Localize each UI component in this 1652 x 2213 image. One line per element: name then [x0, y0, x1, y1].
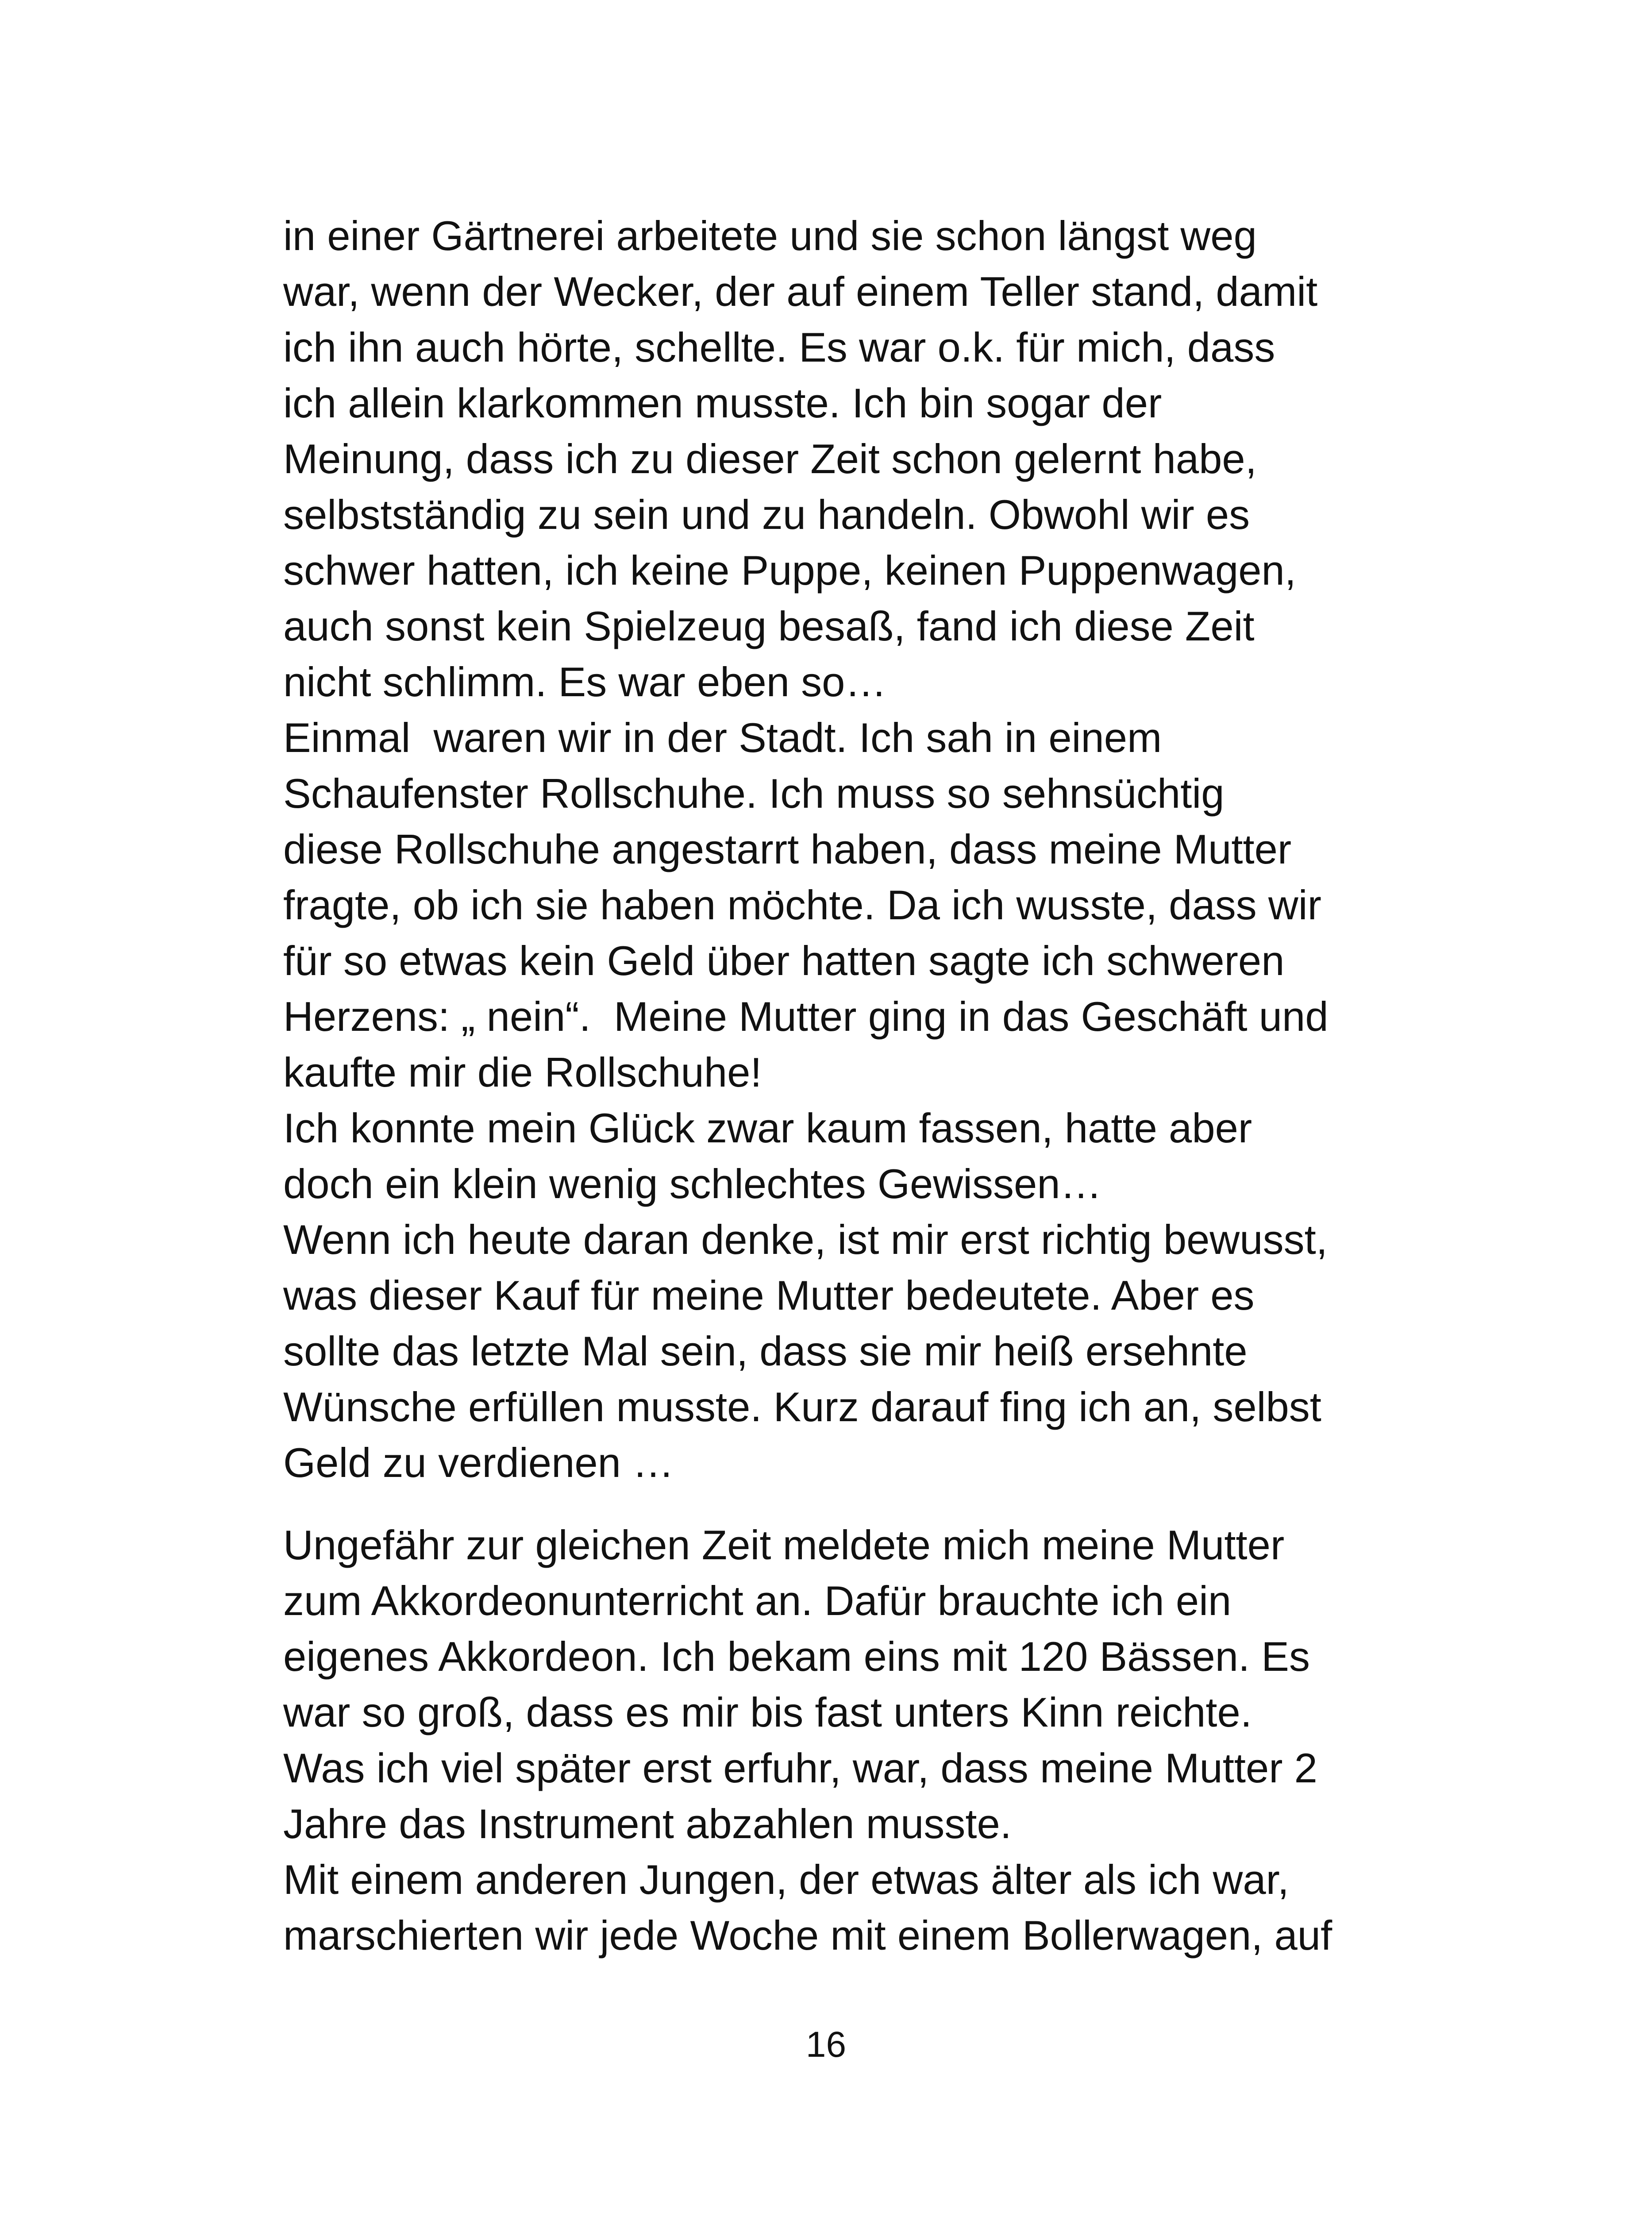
text-line: in einer Gärtnerei arbeitete und sie schon längst weg: [283, 212, 1257, 259]
text-line: Einmal waren wir in der Stadt. Ich sah in einem: [283, 714, 1162, 761]
text-line: ich ihn auch hörte, schellte. Es war o.k. für mich, dass: [283, 324, 1275, 370]
text-line: zum Akkordeonunterricht an. Dafür brauchte ich ein: [283, 1577, 1232, 1624]
paragraph-1: [283, 208, 1372, 1491]
text-line: Geld zu verdienen …: [283, 1439, 674, 1486]
text-line: diese Rollschuhe angestarrt haben, dass meine Mutter: [283, 826, 1292, 872]
text-line: Wünsche erfüllen musste. Kurz darauf fing ich an, selbst: [283, 1384, 1321, 1430]
text-line: schwer hatten, ich keine Puppe, keinen Puppenwagen,: [283, 547, 1296, 594]
text-line: doch ein klein wenig schlechtes Gewissen…: [283, 1160, 1102, 1207]
text-line: sollte das letzte Mal sein, dass sie mir heiß ersehnte: [283, 1328, 1248, 1374]
text-line: kaufte mir die Rollschuhe!: [283, 1049, 762, 1095]
text-line: Schaufenster Rollschuhe. Ich muss so sehnsüchtig: [283, 770, 1225, 817]
text-line: auch sonst kein Spielzeug besaß, fand ich diese Zeit: [283, 603, 1255, 649]
text-line: selbstständig zu sein und zu handeln. Obwohl wir es: [283, 491, 1250, 538]
text-line: Ich konnte mein Glück zwar kaum fassen, hatte aber: [283, 1105, 1252, 1151]
paragraph-2: [283, 1517, 1372, 1963]
text-line: Ungefähr zur gleichen Zeit meldete mich meine Mutter: [283, 1522, 1285, 1568]
text-line: war so groß, dass es mir bis fast unters Kinn reichte.: [283, 1689, 1252, 1735]
text-line: eigenes Akkordeon. Ich bekam eins mit 120 Bässen. Es: [283, 1633, 1310, 1680]
text-line: für so etwas kein Geld über hatten sagte ich schweren: [283, 937, 1285, 984]
text-line: Jahre das Instrument abzahlen musste.: [283, 1800, 1012, 1847]
text-line: marschierten wir jede Woche mit einem Bollerwagen, auf: [283, 1912, 1332, 1959]
text-line: was dieser Kauf für meine Mutter bedeutete. Aber es: [283, 1272, 1255, 1319]
text-line: Mit einem anderen Jungen, der etwas älter als ich war,: [283, 1856, 1289, 1903]
paragraph-gap: [283, 1491, 1372, 1517]
text-line: ich allein klarkommen musste. Ich bin sogar der: [283, 380, 1162, 426]
text-line: Meinung, dass ich zu dieser Zeit schon gelernt habe,: [283, 436, 1257, 482]
text-line: fragte, ob ich sie haben möchte. Da ich wusste, dass wir: [283, 882, 1321, 928]
text-line: Wenn ich heute daran denke, ist mir erst richtig bewusst,: [283, 1216, 1328, 1263]
text-line: nicht schlimm. Es war eben so…: [283, 659, 887, 705]
text-line: Herzens: „ nein“. Meine Mutter ging in das Geschäft und: [283, 993, 1329, 1040]
text-line: war, wenn der Wecker, der auf einem Teller stand, damit: [283, 268, 1318, 315]
page-number: 16: [805, 2024, 847, 2065]
body-text: [283, 208, 1372, 1963]
text-line: Was ich viel später erst erfuhr, war, dass meine Mutter 2: [283, 1745, 1317, 1791]
